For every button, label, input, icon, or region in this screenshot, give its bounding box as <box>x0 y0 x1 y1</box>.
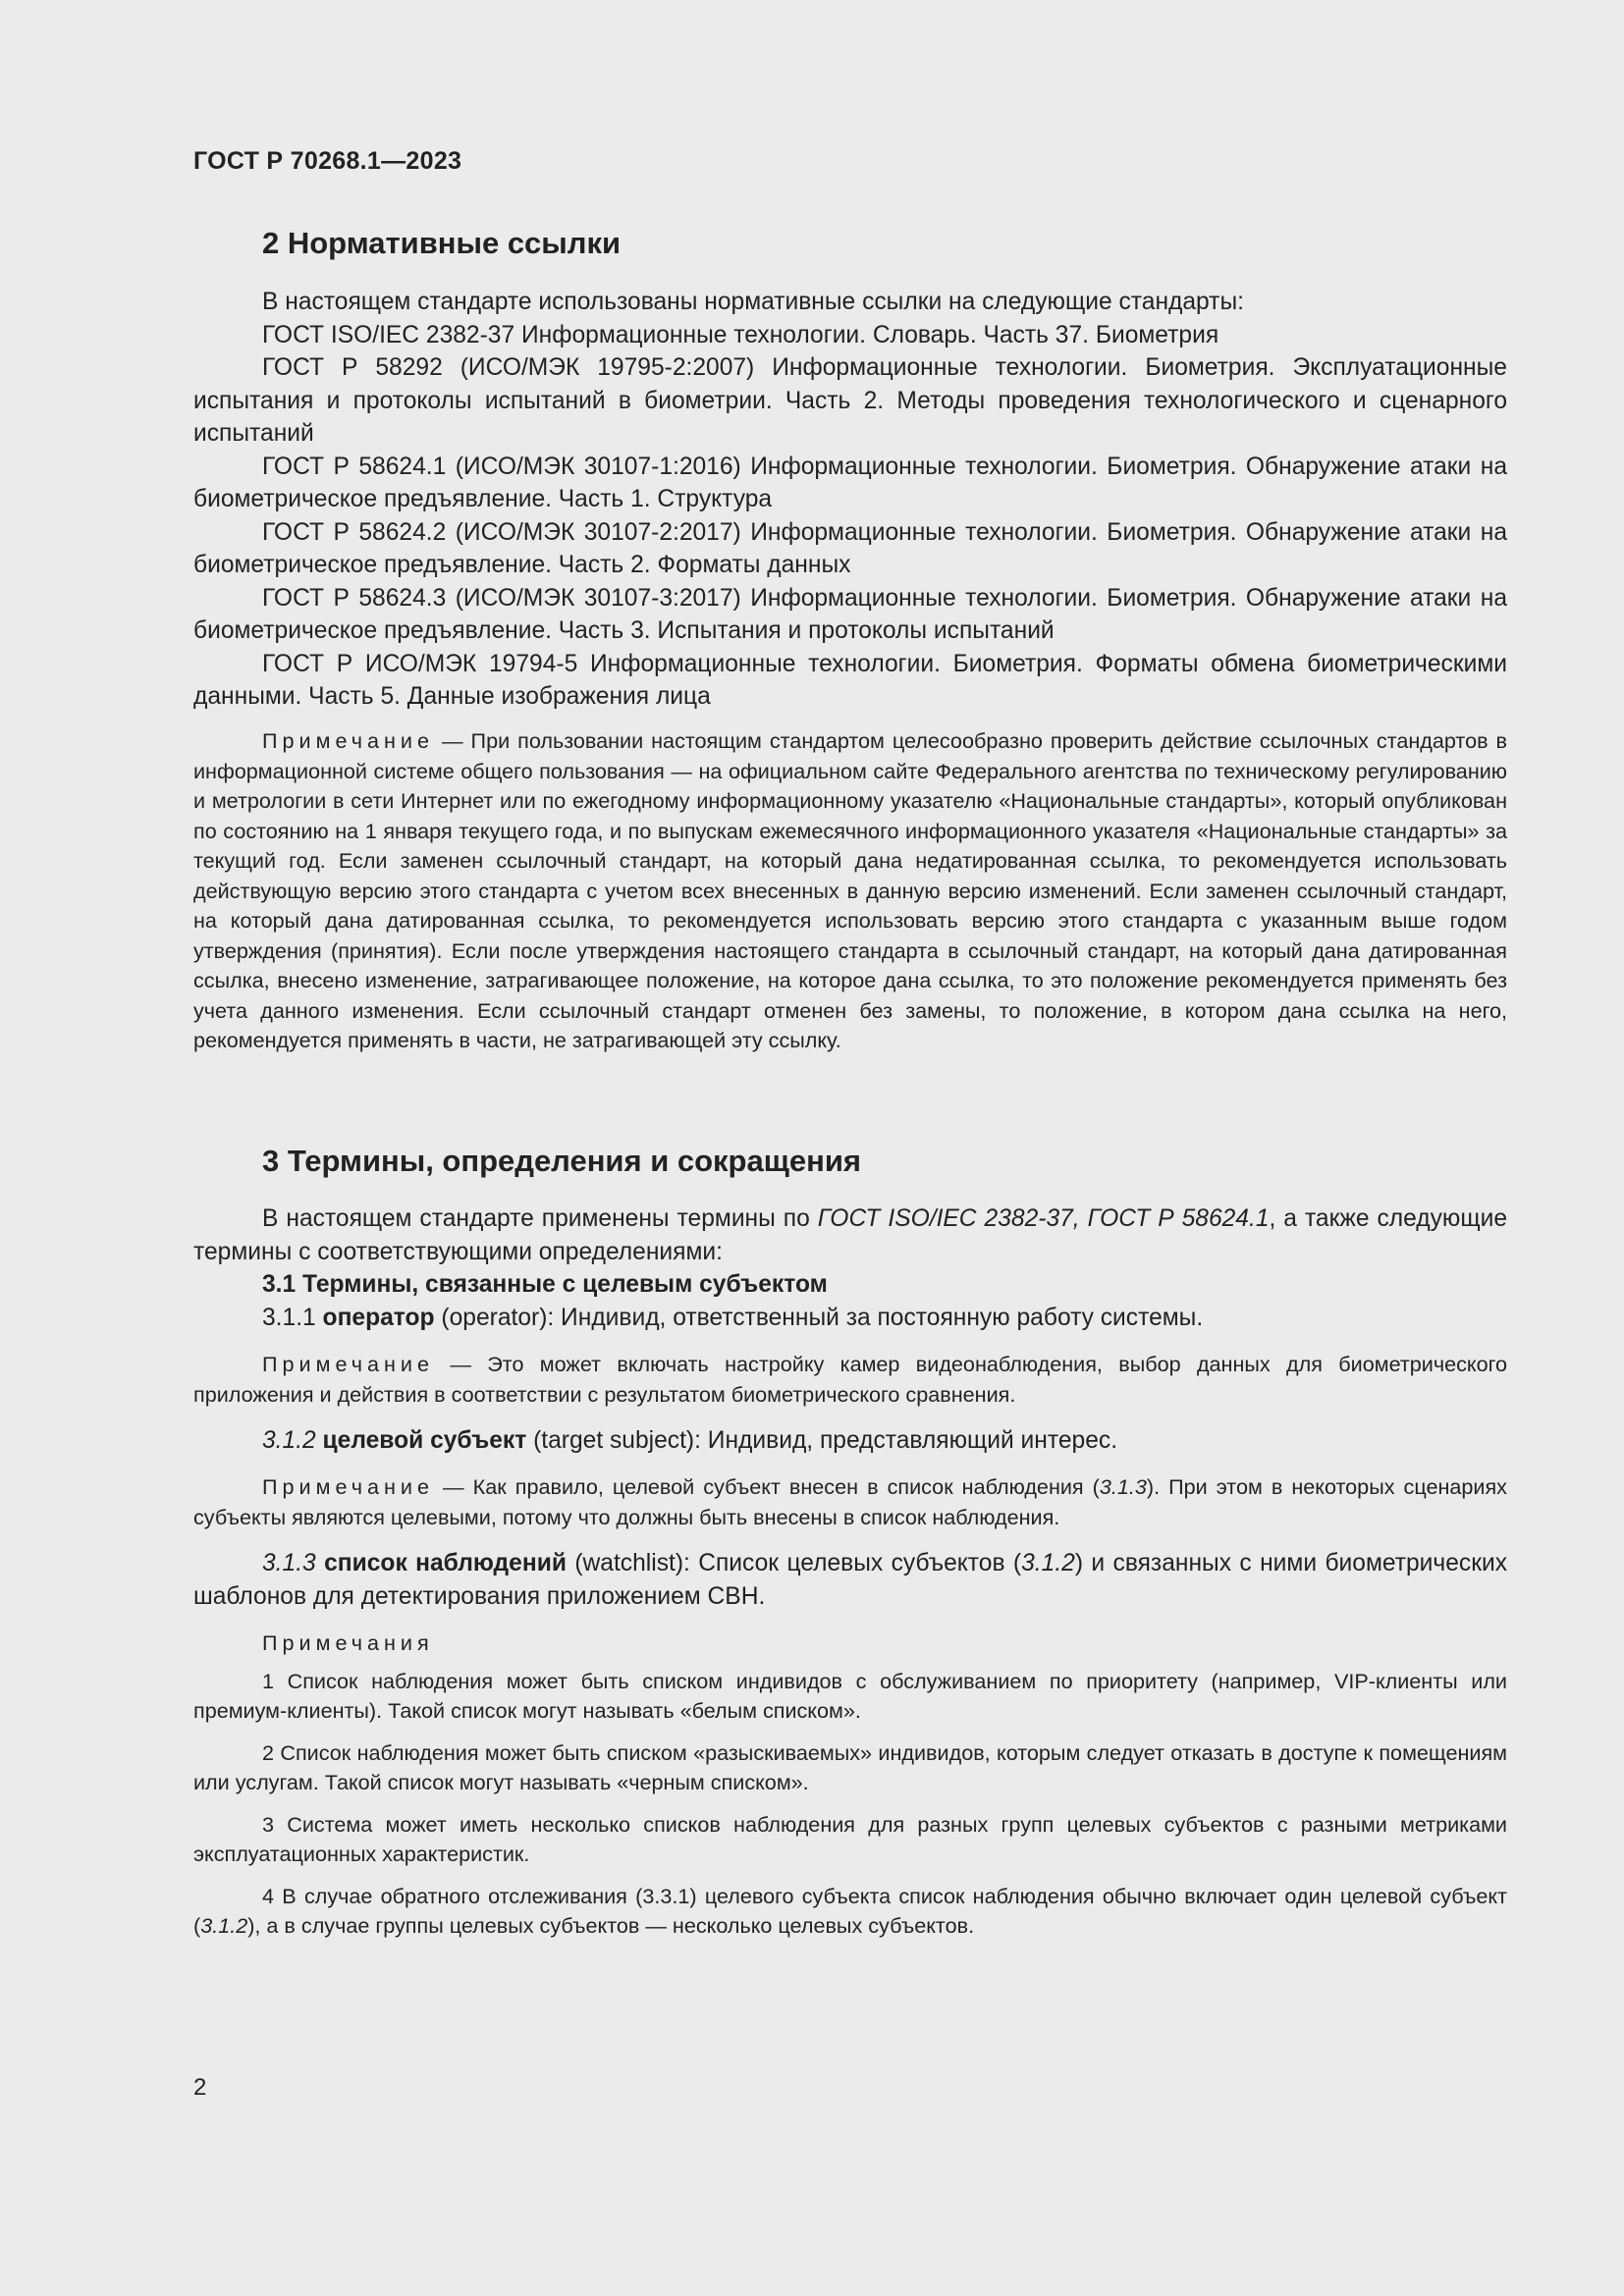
notes-label: Примечания <box>262 1630 434 1655</box>
section-2-body <box>193 286 1507 714</box>
section-3-intro: В настоящем стандарте применены термины по ГОСТ ISO/IEC 2382-37, ГОСТ Р 58624.1, а также следующие термины с соответствующими определениями: 3.1 Термины, связанные с целевым субъектом 3.1.1 оператор (operator): Индивид, ответственный за постоянную работу системы. <box>193 1202 1507 1334</box>
note-3-1-2: Примечание — Как правило, целевой субъект внесен в список наблюдения (3.1.3). При этом в некоторых сценариях субъекты являются целевыми, потому что должны быть внесены в список наблюдения. <box>193 1474 1507 1529</box>
note-item: 1 Список наблюдения может быть списком индивидов с обслуживанием по приоритету (например, VIP-клиенты или премиум-клиенты). Такой список могут называть «белым списком». <box>193 1668 1507 1723</box>
section-2-title: 2 Нормативные ссылки <box>262 226 622 260</box>
section-2-intro: В настоящем стандарте использованы нормативные ссылки на следующие стандарты: <box>262 289 1244 315</box>
page-number: 2 <box>193 2074 207 2101</box>
intro-refs: ГОСТ ISO/IEC 2382-37, ГОСТ Р 58624.1 <box>817 1205 1270 1232</box>
note-label: Примечание <box>262 728 434 753</box>
term-3-1-1: 3.1.1 оператор (operator): Индивид, ответственный за постоянную работу системы. <box>262 1304 1204 1331</box>
normative-reference: ГОСТ ISO/IEC 2382-37 Информационные технологии. Словарь. Часть 37. Биометрия <box>262 321 1219 348</box>
section-2-note <box>193 726 1507 1056</box>
normative-reference: ГОСТ Р 58624.3 (ИСО/МЭК 30107-3:2017) Информационные технологии. Биометрия. Обнаружение атаки на биометрическое предъявление. Часть 3. Испытания и протоколы испытаний <box>193 584 1507 644</box>
section-3-title: 3 Термины, определения и сокращения <box>262 1144 861 1178</box>
term-3-1-3: 3.1.3 список наблюдений (watchlist): Список целевых субъектов (3.1.2) и связанных с ними биометрических шаблонов для детектирования приложением СВН. <box>193 1550 1507 1610</box>
normative-reference: ГОСТ Р 58292 (ИСО/МЭК 19795-2:2007) Информационные технологии. Биометрия. Эксплуатационные испытания и протоколы испытаний в биометрии. Часть 2. Методы проведения технологического и сценарного испытаний <box>193 354 1507 447</box>
normative-reference: ГОСТ Р 58624.2 (ИСО/МЭК 30107-2:2017) Информационные технологии. Биометрия. Обнаружение атаки на биометрическое предъявление. Часть 2. Форматы данных <box>193 518 1507 578</box>
note-item: 3 Система может иметь несколько списков наблюдения для разных групп целевых субъектов с разными метриками эксплуатационных характеристик. <box>193 1811 1507 1866</box>
note-item: 4 В случае обратного отслеживания (3.3.1) целевого субъекта список наблюдения обычно включает один целевой субъект (3.1.2), а в случае группы целевых субъектов — несколько целевых субъектов. <box>193 1883 1507 1938</box>
note-3-1-1: Примечание — Это может включать настройку камер видеонаблюдения, выбор данных для биометрического приложения и действия в соответствии с результатом биометрического сравнения. <box>193 1352 1507 1407</box>
notes-3-1-3 <box>193 1629 1507 1942</box>
note-text: — При пользовании настоящим стандартом целесообразно проверить действие ссылочных стандартов в информационной системе общего пользования — на официальном сайте Федерального агентства по техническому регулированию и метрологии в сети Интернет или по ежегодному информационному указателю «Национальные стандарты», который опубликован по состоянию на 1 января текущего года, и по выпускам ежемесячного информационного указателя «Национальные стандарты» за текущий год. Если заменен ссылочный стандарт, на который дана недатированная ссылка, то рекомендуется использовать действующую версию этого стандарта с учетом всех внесенных в данную версию изменений. Если заменен ссылочный стандарт, на который дана датированная ссылка, то рекомендуется использовать версию этого стандарта с указанным выше годом утверждения (принятия). Если после утверждения настоящего стандарта в ссылочный стандарт, на который дана датированная ссылка, внесено изменение, затрагивающее положение, на которое дана ссылка, то это положение рекомендуется применять без учета данного изменения. Если ссылочный стандарт отменен без замены, то положение, в котором дана ссылка на него, рекомендуется применять в части, не затрагивающей эту ссылку. <box>193 728 1507 1052</box>
subsection-3-1-title: 3.1 Термины, связанные с целевым субъектом <box>262 1271 828 1298</box>
normative-reference: ГОСТ Р ИСО/МЭК 19794-5 Информационные технологии. Биометрия. Форматы обмена биометрическими данными. Часть 5. Данные изображения лица <box>193 650 1507 710</box>
term-3-1-2: 3.1.2 целевой субъект (target subject): Индивид, представляющий интерес. <box>262 1427 1118 1454</box>
note-item: 2 Список наблюдения может быть списком «разыскиваемых» индивидов, которым следует отказать в доступе к помещениям или услугам. Такой список могут называть «черным списком». <box>193 1739 1507 1794</box>
normative-reference: ГОСТ Р 58624.1 (ИСО/МЭК 30107-1:2016) Информационные технологии. Биометрия. Обнаружение атаки на биометрическое предъявление. Часть 1. Структура <box>193 453 1507 512</box>
document-header-id: ГОСТ Р 70268.1—2023 <box>193 147 462 175</box>
